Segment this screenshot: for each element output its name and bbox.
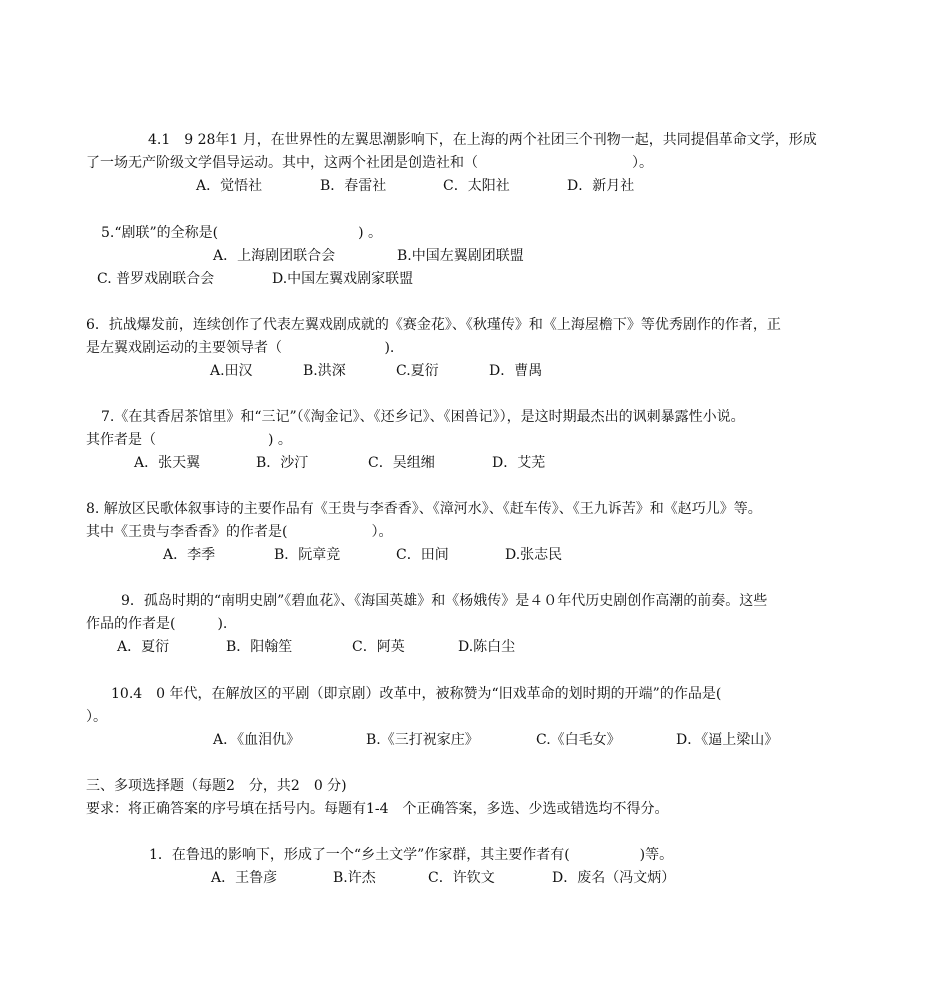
question-10-option-d: D．《逼上梁山》 [676,732,779,748]
question-9-option-d: D.陈白尘 [458,639,516,655]
section-3-question-1-option-a: A．王鲁彦 [211,870,278,886]
question-6-line-1: 6．抗战爆发前，连续创作了代表左翼戏剧成就的《赛金花》、《秋瑾传》和《上海屋檐下》等优秀剧作的作者，正 [86,317,781,333]
section-3-heading: 三、多项选择题（每题2 分，共2 0 分) [86,778,347,794]
section-3-question-1-option-b: B.许杰 [333,870,376,886]
question-8-option-d: D.张志民 [505,547,563,563]
question-10-option-b: B.《三打祝家庄》 [366,732,479,748]
question-9-option-a: A．夏衍 [117,639,170,655]
question-4-line-1: 4.1 9 28年1 月，在世界性的左翼思潮影响下，在上海的两个社团三个刊物一起，共同提倡革命文学，形成 [148,132,817,148]
question-10-line-1: 10.4 0 年代，在解放区的平剧（即京剧）改革中，被称赞为“旧戏革命的划时期的开端”的作品是( [111,686,722,702]
question-9-option-b: B．阳翰笙 [226,639,293,655]
question-7-option-d: D．艾芜 [492,455,546,471]
question-10-option-a: A．《血泪仇》 [213,732,301,748]
question-4-option-c: C．太阳社 [443,178,510,194]
section-3-requirement: 要求：将正确答案的序号填在括号内。每题有1-4 个正确答案，多选、少选或错选均不得分。 [86,801,669,817]
question-10-line-2: ）。 [86,709,107,725]
section-3-question-1-line-1: 1．在鲁迅的影响下，形成了一个“乡土文学”作家群，其主要作者有( )等。 [149,847,674,863]
question-8-line-1: 8. 解放区民歌体叙事诗的主要作品有《王贵与李香香》、《漳河水》、《赶车传》、《王九诉苦》和《赵巧儿》等。 [86,501,762,517]
question-8-option-b: B．阮章竞 [274,547,341,563]
question-7-option-b: B．沙汀 [256,455,309,471]
question-5-option-d: D.中国左翼戏剧家联盟 [272,271,414,287]
question-5-option-b: B.中国左翼剧团联盟 [397,248,524,264]
section-3-question-1-option-d: D．废名（冯文炳） [552,870,676,886]
question-4-option-d: D．新月社 [567,178,635,194]
question-8-option-a: A．李季 [163,547,216,563]
question-5-option-c: C. 普罗戏剧联合会 [97,271,215,287]
question-7-option-a: A．张天翼 [134,455,201,471]
question-6-option-b: B.洪深 [303,363,346,379]
question-4-line-2: 了一场无产阶级文学倡导运动。其中，这两个社团是创造社和（ ）。 [86,155,653,171]
question-9-option-c: C．阿英 [352,639,405,655]
question-9-line-2: 作品的作者是( ). [86,616,228,632]
question-9-line-1: 9．孤岛时期的“南明史剧”《碧血花》、《海国英雄》和《杨娥传》是４０年代历史剧创作高潮的前奏。这些 [121,593,768,609]
question-7-option-c: C．吴组缃 [368,455,435,471]
question-6-line-2: 是左翼戏剧运动的主要领导者（ ). [86,340,395,356]
question-7-line-2: 其作者是（ ) 。 [86,432,292,448]
question-5-option-a: A．上海剧团联合会 [213,248,336,264]
question-4-option-b: B．春雷社 [320,178,387,194]
question-4-option-a: A．觉悟社 [196,178,263,194]
question-8-line-2: 其中《王贵与李香香》的作者是( ）。 [86,524,393,540]
section-3-question-1-option-c: C．许钦文 [428,870,495,886]
question-6-option-a: A.田汉 [210,363,253,379]
question-8-option-c: C．田间 [396,547,449,563]
question-6-option-d: D．曹禺 [489,363,543,379]
question-6-option-c: C.夏衍 [396,363,439,379]
question-5-line-1: 5.“剧联”的全称是( ) 。 [101,225,383,241]
question-10-option-c: C.《白毛女》 [536,732,621,748]
question-7-line-1: 7.《在其香居茶馆里》和“三记”（《淘金记》、《还乡记》、《困兽记》），是这时期最杰出的讽刺暴露性小说。 [101,409,745,425]
